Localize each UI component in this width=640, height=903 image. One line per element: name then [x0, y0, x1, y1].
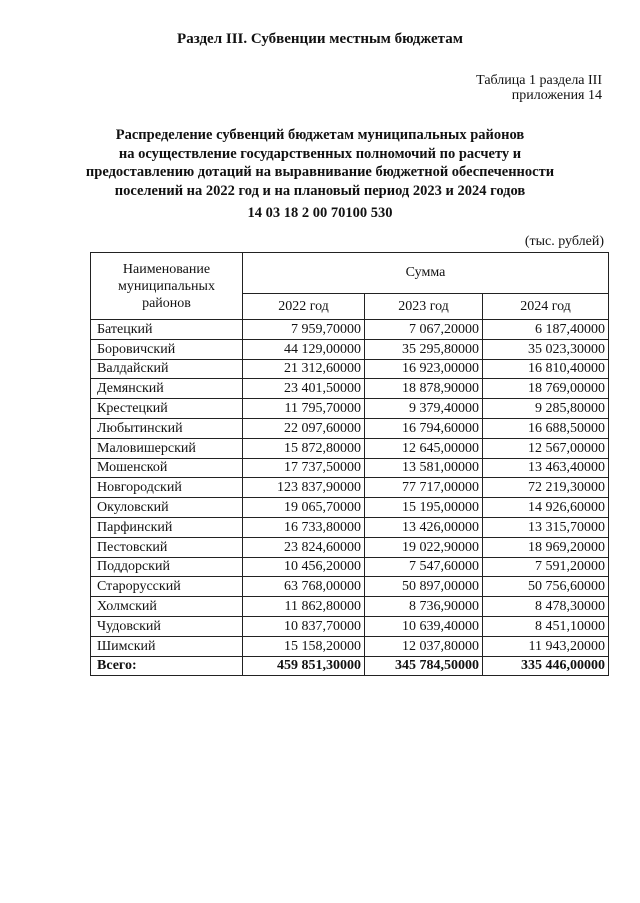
district-name: Старорусский: [91, 577, 243, 597]
year-header-2022: 2022 год: [243, 294, 365, 320]
total-2023: 345 784,50000: [365, 656, 483, 676]
table-row: [91, 636, 609, 656]
amount-2024: 6 187,40000: [483, 320, 609, 340]
total-row: [91, 656, 609, 676]
amount-2023: 9 379,40000: [365, 399, 483, 419]
amount-2024: 8 451,10000: [483, 616, 609, 636]
total-2022: 459 851,30000: [243, 656, 365, 676]
amount-2022: 19 065,70000: [243, 498, 365, 518]
district-name: Холмский: [91, 597, 243, 617]
table-row: [91, 557, 609, 577]
amount-2022: 23 824,60000: [243, 537, 365, 557]
amount-2022: 21 312,60000: [243, 359, 365, 379]
amount-2022: 7 959,70000: [243, 320, 365, 340]
table-row: [91, 359, 609, 379]
table-row: [91, 498, 609, 518]
name-header-line: муниципальных: [118, 278, 215, 294]
amount-2022: 63 768,00000: [243, 577, 365, 597]
amount-2022: 123 837,90000: [243, 478, 365, 498]
amount-2023: 7 067,20000: [365, 320, 483, 340]
units-label: (тыс. рублей): [524, 234, 604, 249]
amount-2023: 7 547,60000: [365, 557, 483, 577]
amount-2024: 11 943,20000: [483, 636, 609, 656]
table-row: [91, 339, 609, 359]
amount-2022: 15 158,20000: [243, 636, 365, 656]
table-row: [91, 597, 609, 617]
amount-2023: 12 645,00000: [365, 438, 483, 458]
amount-2024: 35 023,30000: [483, 339, 609, 359]
table-reference: [476, 73, 602, 103]
table-row: [91, 478, 609, 498]
amount-2023: 35 295,80000: [365, 339, 483, 359]
district-name: Мошенской: [91, 458, 243, 478]
budget-code: 14 03 18 2 00 70100 530: [247, 205, 393, 221]
amount-2024: 72 219,30000: [483, 478, 609, 498]
heading-line: Распределение субвенций бюджетам муниципальных районов: [115, 127, 525, 143]
district-name: Шимский: [91, 636, 243, 656]
amount-2022: 23 401,50000: [243, 379, 365, 399]
district-name: Парфинский: [91, 517, 243, 537]
name-header-line: районов: [142, 295, 191, 311]
total-2024: 335 446,00000: [483, 656, 609, 676]
heading-line: предоставлению дотаций на выравнивание бюджетной обеспеченности: [85, 164, 555, 180]
table-reference-line: Таблица 1 раздела III: [476, 73, 602, 88]
table-row: [91, 379, 609, 399]
table-row: [91, 438, 609, 458]
amount-2022: 15 872,80000: [243, 438, 365, 458]
district-name: Окуловский: [91, 498, 243, 518]
name-column-header: [91, 253, 243, 320]
document-heading: [70, 126, 570, 200]
amount-2024: 9 285,80000: [483, 399, 609, 419]
district-name: Чудовский: [91, 616, 243, 636]
amount-2024: 14 926,60000: [483, 498, 609, 518]
total-label: Всего:: [91, 656, 243, 676]
amount-2022: 44 129,00000: [243, 339, 365, 359]
district-name: Боровичский: [91, 339, 243, 359]
table-row: [91, 458, 609, 478]
sum-column-header: Сумма: [243, 253, 609, 294]
amount-2022: 17 737,50000: [243, 458, 365, 478]
subventions-table: [90, 252, 609, 676]
section-title: Раздел III. Субвенции местным бюджетам: [177, 31, 463, 47]
district-name: Валдайский: [91, 359, 243, 379]
amount-2024: 13 463,40000: [483, 458, 609, 478]
amount-2022: 10 837,70000: [243, 616, 365, 636]
amount-2023: 13 581,00000: [365, 458, 483, 478]
table-reference-line: приложения 14: [511, 88, 602, 103]
name-header-line: Наименование: [122, 261, 211, 277]
amount-2024: 8 478,30000: [483, 597, 609, 617]
amount-2023: 18 878,90000: [365, 379, 483, 399]
amount-2022: 11 795,70000: [243, 399, 365, 419]
amount-2023: 8 736,90000: [365, 597, 483, 617]
amount-2022: 16 733,80000: [243, 517, 365, 537]
amount-2023: 16 794,60000: [365, 418, 483, 438]
amount-2024: 50 756,60000: [483, 577, 609, 597]
amount-2024: 13 315,70000: [483, 517, 609, 537]
amount-2022: 11 862,80000: [243, 597, 365, 617]
district-name: Новгородский: [91, 478, 243, 498]
amount-2023: 77 717,00000: [365, 478, 483, 498]
district-name: Крестецкий: [91, 399, 243, 419]
amount-2024: 7 591,20000: [483, 557, 609, 577]
heading-line: на осуществление государственных полномочий по расчету и: [118, 145, 522, 162]
district-name: Поддорский: [91, 557, 243, 577]
amount-2024: 18 969,20000: [483, 537, 609, 557]
heading-line: поселений на 2022 год и на плановый период 2023 и 2024 годов: [114, 182, 526, 199]
amount-2023: 50 897,00000: [365, 577, 483, 597]
table-row: [91, 616, 609, 636]
amount-2022: 22 097,60000: [243, 418, 365, 438]
amount-2023: 10 639,40000: [365, 616, 483, 636]
amount-2024: 16 688,50000: [483, 418, 609, 438]
table-row: [91, 517, 609, 537]
amount-2023: 15 195,00000: [365, 498, 483, 518]
amount-2022: 10 456,20000: [243, 557, 365, 577]
district-name: Маловишерский: [91, 438, 243, 458]
table-row: [91, 577, 609, 597]
year-header-2023: 2023 год: [365, 294, 483, 320]
district-name: Батецкий: [91, 320, 243, 340]
amount-2024: 18 769,00000: [483, 379, 609, 399]
table-row: [91, 537, 609, 557]
district-name: Любытинский: [91, 418, 243, 438]
table-row: [91, 399, 609, 419]
amount-2023: 19 022,90000: [365, 537, 483, 557]
amount-2023: 13 426,00000: [365, 517, 483, 537]
table-row: [91, 418, 609, 438]
amount-2024: 16 810,40000: [483, 359, 609, 379]
amount-2023: 16 923,00000: [365, 359, 483, 379]
table-row: [91, 320, 609, 340]
district-name: Демянский: [91, 379, 243, 399]
amount-2023: 12 037,80000: [365, 636, 483, 656]
amount-2024: 12 567,00000: [483, 438, 609, 458]
district-name: Пестовский: [91, 537, 243, 557]
year-header-2024: 2024 год: [483, 294, 609, 320]
